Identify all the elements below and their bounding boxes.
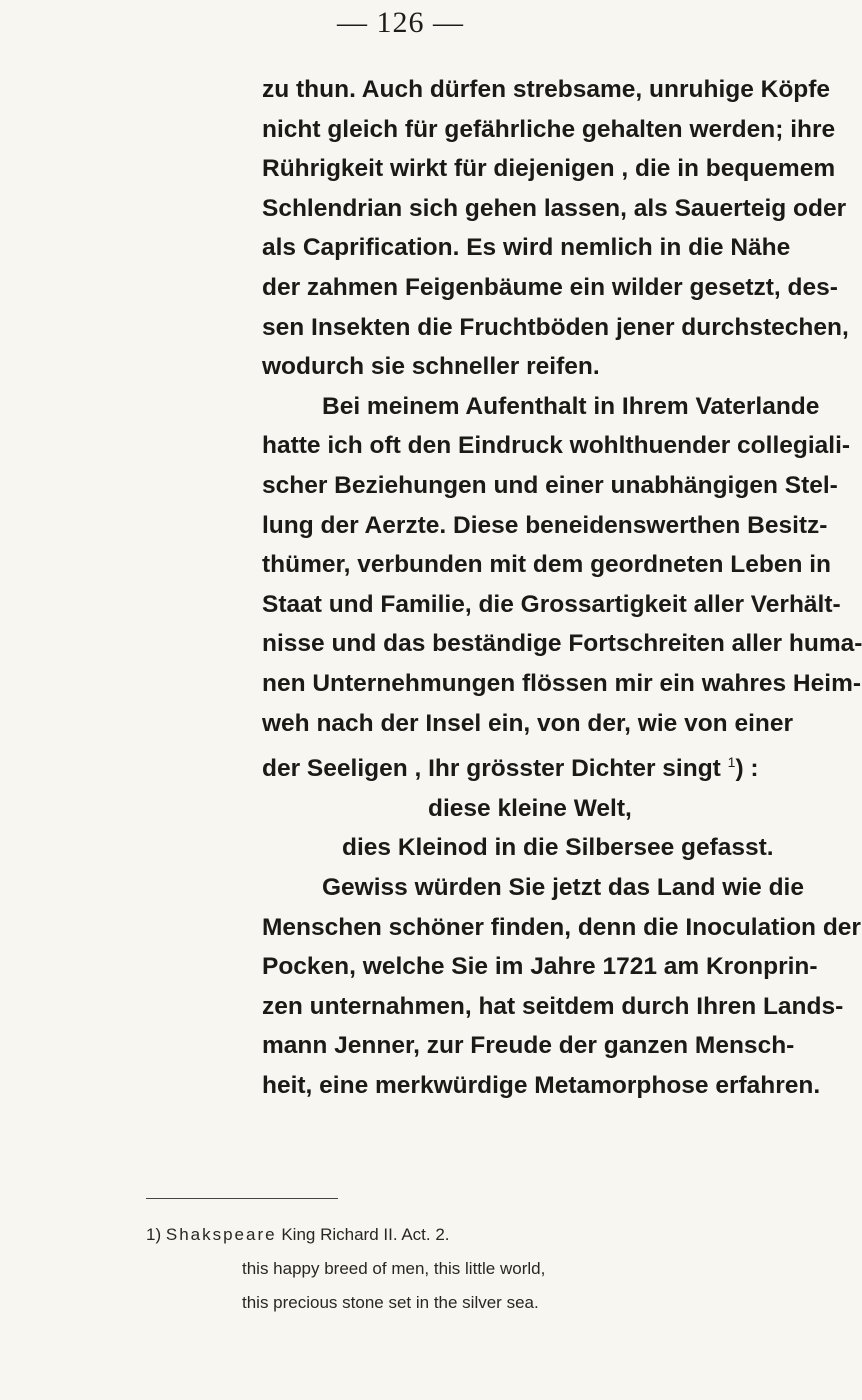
- footnote-block: [146, 1218, 706, 1320]
- text-line: scher Beziehungen und einer unabhängigen Stel-: [262, 471, 838, 499]
- text-line: nen Unternehmungen flössen mir ein wahres Heim-: [262, 669, 862, 697]
- footnote-marker: 1): [146, 1225, 162, 1244]
- footnote-line: this happy breed of men, this little world,: [242, 1259, 546, 1278]
- footnote-ref-suffix: ) :: [735, 755, 759, 783]
- footnote-reference: 1: [727, 754, 736, 771]
- footnote-author: Shakspeare: [165, 1225, 277, 1244]
- footnote-line: this precious stone set in the silver sea.: [242, 1293, 539, 1312]
- text-line: Gewiss würden Sie jetzt das Land wie die: [322, 874, 804, 902]
- quote-line: dies Kleinod in die Silbersee gefasst.: [342, 834, 774, 862]
- text-line: der zahmen Feigenbäume ein wilder gesetzt, des-: [262, 273, 838, 301]
- text-line: als Caprification. Es wird nemlich in die Nähe: [262, 234, 791, 262]
- text-line: sen Insekten die Fruchtböden jener durchstechen,: [262, 313, 849, 341]
- quote-line: diese kleine Welt,: [428, 794, 632, 822]
- text-line: nicht gleich für gefährliche gehalten werden; ihre: [262, 115, 836, 143]
- footnote-citation: King Richard II. Act. 2.: [281, 1225, 450, 1244]
- text-line-with-footnote-ref: [262, 743, 762, 789]
- text-line: thümer, verbunden mit dem geordneten Leben in: [262, 551, 832, 579]
- text-line: Bei meinem Aufenthalt in Ihrem Vaterlande: [322, 392, 820, 420]
- text-line: weh nach der Insel ein, von der, wie von einer: [262, 709, 793, 737]
- text-line: mann Jenner, zur Freude der ganzen Mensch-: [262, 1032, 795, 1060]
- text-line: nisse und das beständige Fortschreiten aller huma-: [262, 630, 862, 658]
- footnote-line: [146, 1218, 706, 1252]
- text-line: Staat und Familie, die Grossartigkeit aller Verhält-: [262, 590, 841, 618]
- text-line: zu thun. Auch dürfen strebsame, unruhige Köpfe: [262, 76, 831, 103]
- page-number-header: — 126 —: [337, 6, 464, 39]
- text-line: hatte ich oft den Eindruck wohlthuender collegiali-: [262, 432, 851, 460]
- main-text: [262, 70, 862, 1106]
- text-line: Rührigkeit wirkt für diejenigen , die in bequemem: [262, 155, 836, 183]
- text-line: lung der Aerzte. Diese beneidenswerthen Besitz-: [262, 511, 828, 539]
- text-line: Pocken, welche Sie im Jahre 1721 am Kronprin-: [262, 953, 818, 981]
- text-line: zen unternahmen, hat seitdem durch Ihren Lands-: [262, 992, 844, 1020]
- text-line: wodurch sie schneller reifen.: [262, 353, 600, 381]
- text-line: Schlendrian sich gehen lassen, als Sauerteig oder: [262, 194, 847, 222]
- text-line: Menschen schöner finden, denn die Inoculation der: [262, 913, 861, 941]
- text-segment: der Seeligen , Ihr grösster Dichter singt: [262, 755, 721, 783]
- text-line: heit, eine merkwürdige Metamorphose erfahren.: [262, 1072, 821, 1099]
- footnote-divider: [146, 1198, 338, 1199]
